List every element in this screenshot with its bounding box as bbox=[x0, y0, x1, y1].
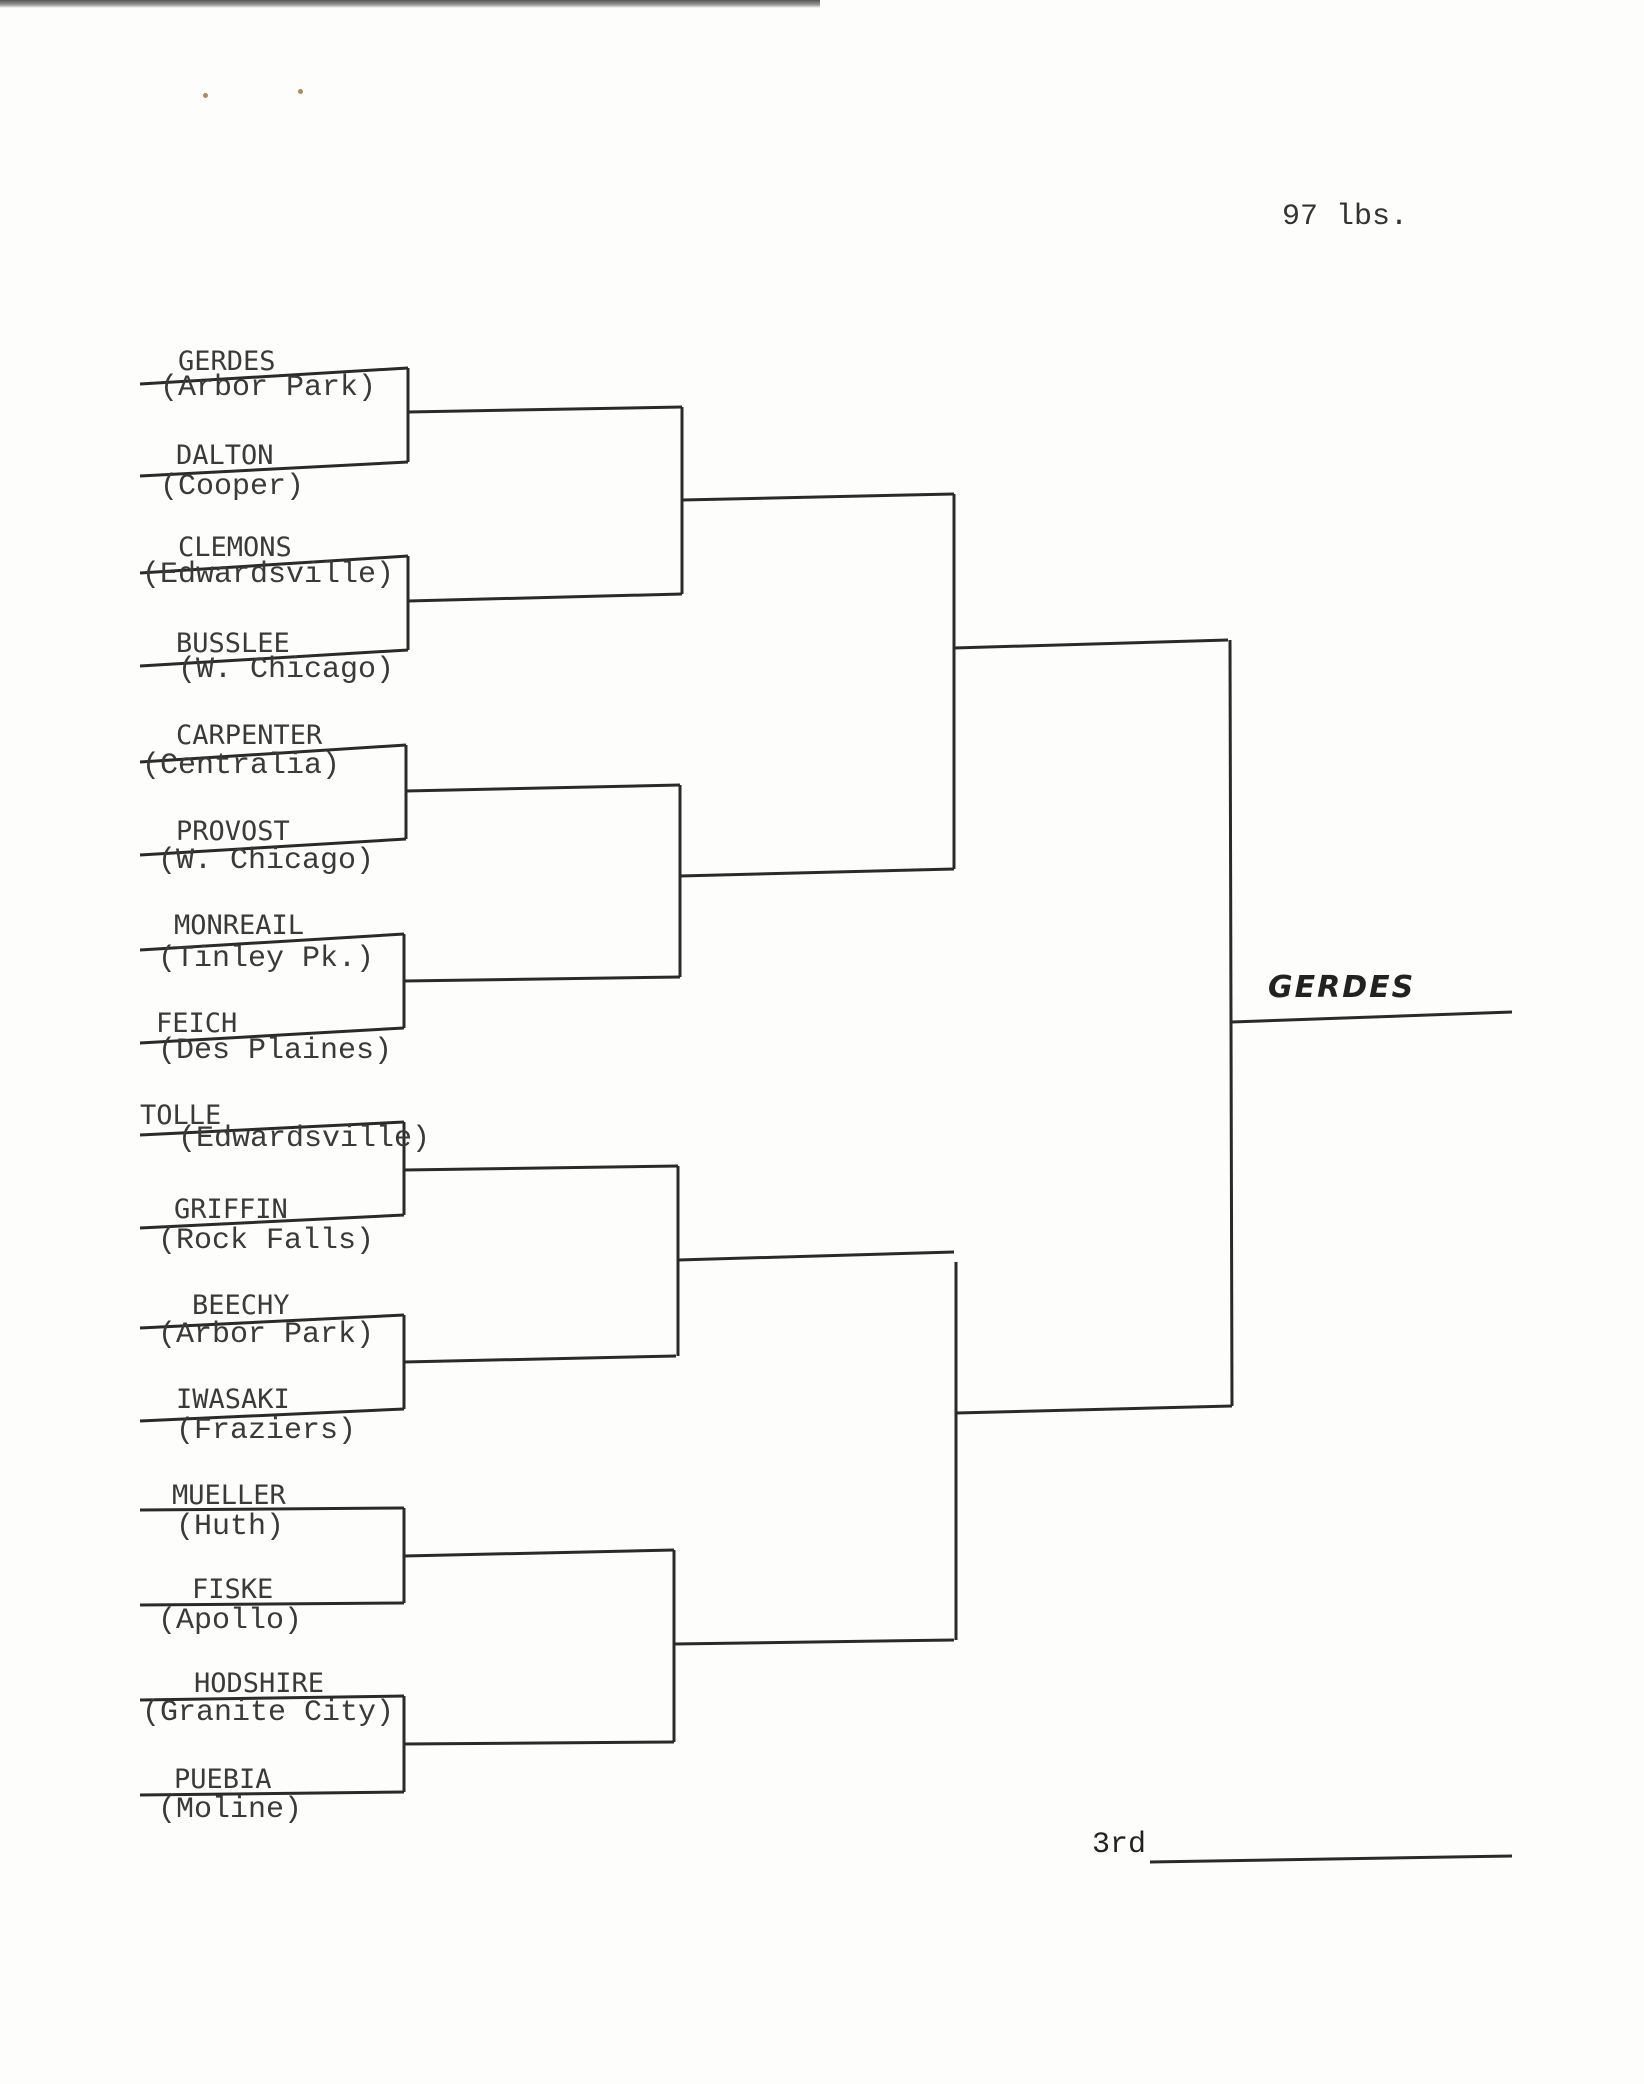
wrestler-name: CLEMONS bbox=[178, 532, 292, 563]
round2-line bbox=[404, 1550, 674, 1556]
round2-line bbox=[408, 407, 682, 412]
wrestler-name: IWASAKI bbox=[176, 1384, 290, 1415]
wrestler-name: MUELLER bbox=[172, 1480, 286, 1511]
third-place-label: 3rd bbox=[1092, 1828, 1147, 1862]
wrestler-name: CARPENTER bbox=[176, 720, 323, 751]
wrestler-school: (Rock Falls) bbox=[158, 1224, 375, 1258]
wrestler-school: (Centralia) bbox=[142, 749, 341, 783]
wrestler-school: (Tinley Pk.) bbox=[158, 942, 375, 976]
wrestler-name: GERDES bbox=[178, 346, 276, 377]
wrestler-school: (Cooper) bbox=[160, 470, 305, 504]
wrestler-school: (Edwardsville) bbox=[142, 558, 395, 592]
quarterfinal-line bbox=[678, 1252, 954, 1260]
wrestler-name: BEECHY bbox=[192, 1290, 290, 1321]
weight-class: 97 lbs. bbox=[1282, 200, 1409, 234]
quarterfinal-line bbox=[680, 869, 954, 876]
wrestler-school: (W. Chicago) bbox=[158, 844, 375, 878]
wrestler-school: (W. Chicago) bbox=[178, 653, 395, 687]
champion-line bbox=[1232, 1012, 1512, 1022]
champion-name: GERDES bbox=[1268, 970, 1416, 1005]
wrestler-school: (Arbor Park) bbox=[160, 371, 377, 405]
round2-line bbox=[408, 594, 682, 601]
wrestler-name: FISKE bbox=[192, 1574, 274, 1605]
wrestler-name: PROVOST bbox=[176, 816, 290, 847]
wrestler-school: (Fraziers) bbox=[176, 1414, 357, 1448]
quarterfinal-line bbox=[674, 1640, 954, 1644]
wrestler-name: MONREAIL bbox=[174, 910, 305, 941]
wrestler-school: (Des Plaines) bbox=[158, 1034, 393, 1068]
round2-line bbox=[406, 785, 680, 791]
wrestler-name: FEICH bbox=[156, 1008, 238, 1039]
semifinal-line bbox=[956, 1406, 1232, 1413]
wrestler-name: BUSSLEE bbox=[176, 628, 290, 659]
wrestler-name: TOLLE bbox=[140, 1100, 222, 1131]
third-place-line bbox=[1150, 1856, 1512, 1862]
wrestler-name: GRIFFIN bbox=[174, 1194, 288, 1225]
wrestler-school: (Huth) bbox=[176, 1510, 285, 1544]
round2-line bbox=[404, 977, 680, 981]
round2-line bbox=[404, 1166, 678, 1170]
round2-line bbox=[404, 1742, 674, 1744]
wrestler-school: (Arbor Park) bbox=[158, 1318, 375, 1352]
match-connector bbox=[1230, 640, 1232, 1406]
semifinal-line bbox=[954, 640, 1228, 648]
wrestler-name: PUEBIA bbox=[174, 1764, 272, 1795]
wrestler-school: (Edwardsville) bbox=[178, 1122, 431, 1156]
wrestler-school: (Apollo) bbox=[158, 1604, 303, 1638]
wrestler-name: DALTON bbox=[176, 440, 274, 471]
round2-line bbox=[404, 1356, 676, 1362]
wrestler-name: HODSHIRE bbox=[194, 1668, 325, 1699]
quarterfinal-line bbox=[682, 494, 954, 500]
wrestler-school: (Moline) bbox=[158, 1793, 303, 1827]
wrestler-school: (Granite City) bbox=[142, 1696, 395, 1730]
